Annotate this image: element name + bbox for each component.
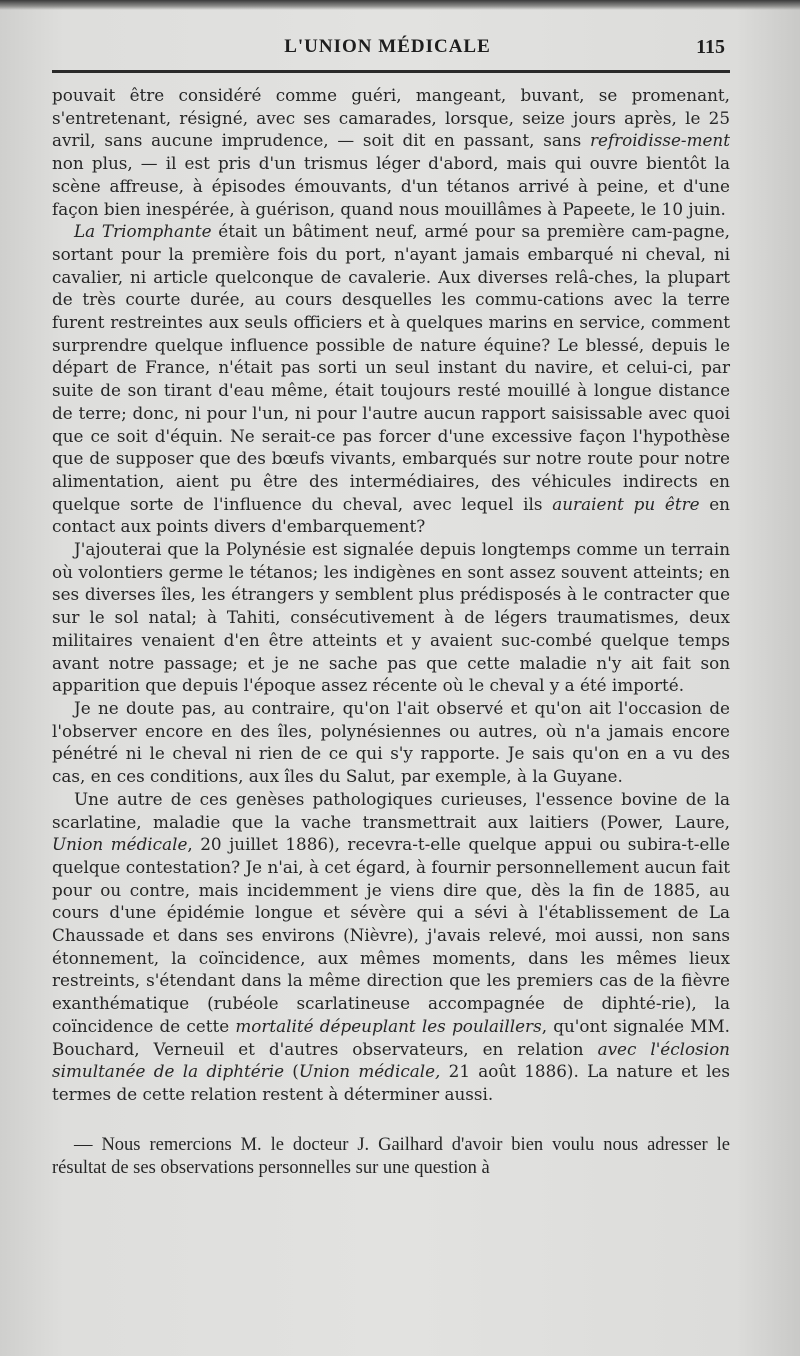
- italic-run: auraient pu être: [552, 493, 700, 514]
- italic-run: Union médicale: [52, 834, 188, 855]
- text-run: pouvait être considéré comme guéri, mangeant, buvant, se promenant, s'entretenant, résigné, avec ses camarades, lorsque, seize jours après, le 25 avril, sans aucune imprudence, — soit dit en passant, sans: [52, 85, 730, 151]
- page-top-edge: [0, 0, 800, 10]
- text-run: était un bâtiment neuf, armé pour sa première cam-pagne, sortant pour la première fois du port, n'ayant jamais embarqué ni cheval, ni cavalier, ni article quelconque de cavalerie. Aux diverses relâ-ches, la plupart de très courte durée, au cours desquelles les commu-cations avec la terre furent restreintes aux seuls officiers et à quelques marins en service, comment surprendre quelque influence possible de nature équine? Le blessé, depuis le départ de France, n'était pas sorti un seul instant du navire, et celui-ci, par suite de son tirant d'eau même, était toujours resté mouillé à longue distance de terre; donc, ni pour l'un, ni pour l'autre aucun rapport saisissable avec quoi que ce soit d'équin. Ne serait-ce pas forcer d'une excessive façon l'hypothèse que de supposer que des bœufs vivants, embarqués sur notre route pour notre alimentation, aient pu être des intermédiaires, des véhicules indirects en quelque sorte de l'influence du cheval, avec lequel ils: [52, 221, 731, 514]
- footnote-spacer: [52, 1106, 730, 1134]
- paragraph: [52, 697, 730, 788]
- text-run: non plus, — il est pris d'un trismus léger d'abord, mais qui ouvre bientôt la scène affreuse, à épisodes émouvants, d'un tétanos arrivé à peine, et d'une façon bien inespérée, à guérison, quand nous mouillâmes à Papeete, le 10 juin.: [52, 153, 730, 219]
- text-run: , qu'ont signalée MM. Bouchard, Verneuil et d'autres observateurs, en relation: [52, 1015, 730, 1059]
- text-run: Je ne doute pas, au contraire, qu'on l'ait observé et qu'on ait l'occasion de l'observer encore en des îles, polynésiennes ou autres, où n'a jamais encore pénétré ni le cheval ni rien de ce qui s'y rapporte. Je sais qu'on en a vu des cas, en ces conditions, aux îles du Salut, par exemple, à la Guyane.: [52, 697, 730, 787]
- text-run: en contact aux points divers d'embarquement?: [52, 493, 730, 537]
- running-title: L'UNION MÉDICALE: [284, 36, 491, 57]
- text-run: (: [284, 1061, 299, 1082]
- footnote: — Nous remercions M. le docteur J. Gailhard d'avoir bien voulu nous adresser le résultat de ses observations personnelles sur une question à: [52, 1134, 730, 1178]
- text-run: Une autre de ces genèses pathologiques curieuses, l'essence bovine de la scarlatine, maladie que la vache transmettrait aux laitiers (Power, Laure,: [52, 788, 730, 832]
- italic-run: La Triomphante: [74, 221, 212, 242]
- running-header: [50, 30, 725, 60]
- page-number: 115: [696, 36, 725, 58]
- italic-run: mortalité dépeuplant les poulaillers: [235, 1015, 542, 1036]
- paragraph: [52, 84, 730, 220]
- text-run: J'ajouterai que la Polynésie est signalée depuis longtemps comme un terrain où volontiers germe le tétanos; les indigènes en sont assez souvent atteints; en ses diverses îles, les étrangers y semblent plus prédisposés à le contracter que sur le sol natal; à Tahiti, consécutivement à de légers traumatismes, deux militaires venaient d'en être atteints et y avaient suc-combé quelque temps avant notre passage; et je ne sache pas que cette maladie n'y ait fait son apparition que depuis l'époque assez récente où le cheval y a été importé.: [52, 539, 730, 696]
- header-rule: [52, 70, 730, 73]
- text-run: 21 août 1886). La nature et les termes de cette relation restent à déterminer aussi.: [52, 1061, 730, 1104]
- article-body: [52, 84, 730, 1180]
- italic-run: avec l'éclosion simultanée de la diphtérie: [52, 1038, 730, 1082]
- paragraph: [52, 788, 730, 1106]
- paragraph: [52, 220, 730, 538]
- italic-run: refroidisse-ment: [590, 130, 730, 151]
- text-run: , 20 juillet 1886), recevra-t-elle quelque appui ou subira-t-elle quelque contestation? Je n'ai, à cet égard, à fournir personnellement aucun fait pour ou contre, mais incidemment je viens dire que, dès la fin de 1885, au cours d'une épidémie longue et sévère qui a sévi à l'établissement de La Chaussade et dans ses environs (Nièvre), j'avais relevé, moi aussi, non sans étonnement, la coïncidence, aux mêmes moments, dans les mêmes lieux restreints, s'étendant dans la même direction que les premiers cas de la fièvre exanthématique (rubéole scarlatineuse accompagnée de diphté-rie), la coïncidence de cette: [52, 834, 731, 1036]
- italic-run: Union médicale,: [298, 1061, 441, 1082]
- paragraph: [52, 538, 730, 697]
